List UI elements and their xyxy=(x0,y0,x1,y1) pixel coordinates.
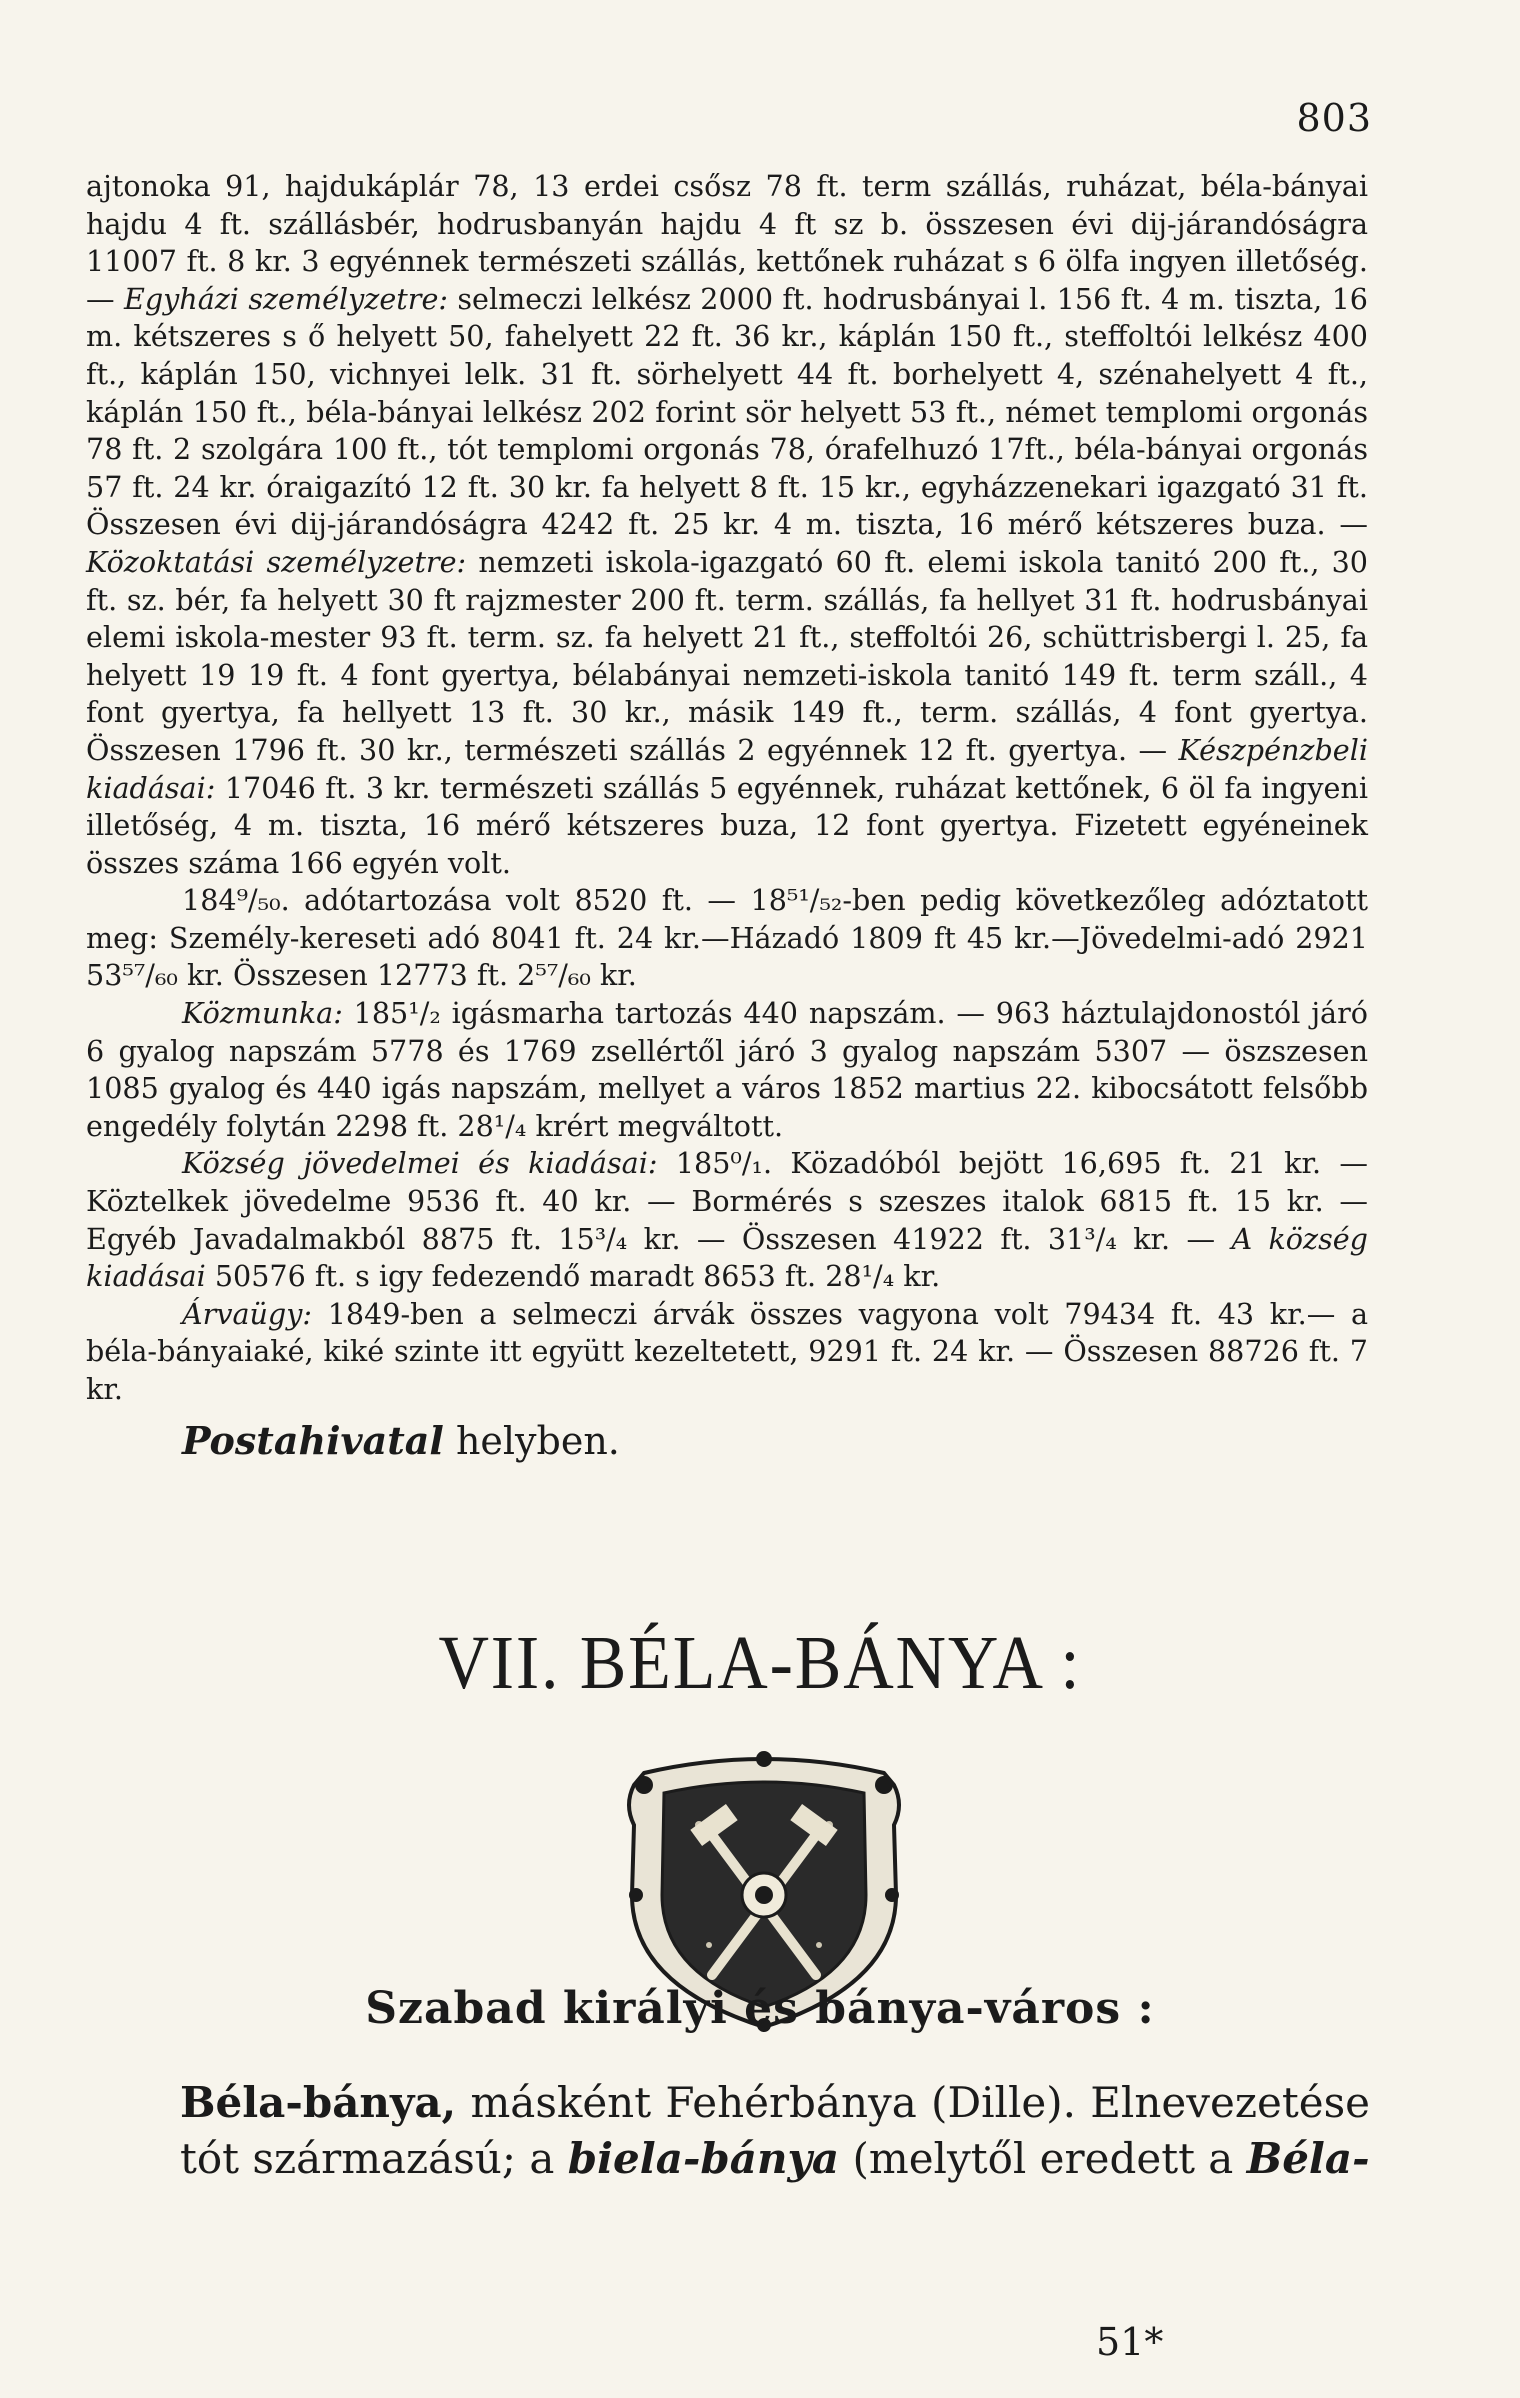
municipal-expenses-label: A község kiadásai xyxy=(86,1221,1368,1294)
subtitle: Szabad királyi és bánya-város : xyxy=(365,1983,1155,2034)
intro-paragraph xyxy=(180,2075,1370,2187)
cash-expenses-label: Készpénzbeli kiadásai: xyxy=(86,732,1368,805)
education-label: Közoktatási személyzetre: xyxy=(86,544,467,579)
post-office-label: Postahivatal xyxy=(182,1418,444,1463)
clergy-label: Egyházi személyzetre: xyxy=(123,281,449,316)
paragraph-4b-text: 50576 ft. s igy fedezendő maradt 8653 ft. 28¹/₄ kr. xyxy=(214,1259,941,1294)
intro-text-1: másként Fehérbánya (Dille). Elnevezetése tót származású; a xyxy=(180,2078,1370,2183)
public-works-label: Közmunka: xyxy=(182,996,343,1031)
paragraph-1c-text: nemzeti iskola-igazgató 60 ft. elemi iskola tanitó 200 ft., 30 ft. sz. bér, fa helyett 30 ft rajzmester 200 ft. term. szállás, fa hellyet 31 ft. hodrusbányai elemi iskola-mester 93 ft. term. sz. fa helyett 21 ft., steffoltói 26, schüttrisbergi l. 25, fa helyett 19 19 ft. 4 font gyertya, bélabányai nemzeti-iskola tanitó 149 ft. term száll., 4 font gyertya, fa hellyett 13 ft. 30 kr., másik 149 ft., term. szállás, 4 font gyertya. Összesen 1796 ft. 30 kr., természeti szállás 2 egyénnek 12 ft. gyertya. — xyxy=(86,544,1368,767)
chapter-title: VII. BÉLA-BÁNYA : xyxy=(438,1621,1082,1705)
paragraph-4a-text: 185⁰/₁. Közadóból bejött 16,695 ft. 21 kr. — Köztelkek jövedelme 9536 ft. 40 kr. — Bormérés s szeszes italok 6815 ft. 15 kr. — Egyéb Javadalmakból 8875 ft. 15³/₄ kr. — Összesen 41922 ft. 31³/₄ kr. — xyxy=(86,1146,1369,1256)
orphans-label: Árvaügy: xyxy=(182,1296,313,1331)
paragraph-1d-text: 17046 ft. 3 kr. természeti szállás 5 egyénnek, ruházat kettőnek, 6 öl fa ingyeni illetőség, 4 m. tiszta, 16 mérő kétszeres buza, 12 font gyertya. Fizetett egyéneinek összes száma 166 egyén volt. xyxy=(86,770,1368,880)
paragraph-municipal-finances xyxy=(86,1145,1368,1295)
post-office-location: helyben. xyxy=(455,1419,620,1463)
intro-text-2: (melytől eredett a xyxy=(852,2134,1234,2183)
paragraph-public-works xyxy=(86,995,1368,1145)
main-text xyxy=(86,168,1368,1409)
intro-tail: Béla- xyxy=(1246,2134,1370,2183)
municipal-label: Község jövedelmei és kiadásai: xyxy=(182,1146,658,1181)
paragraph-1b-text: selmeczi lelkész 2000 ft. hodrusbányai l. 156 ft. 4 m. tiszta, 16 m. kétszeres s ő helyett 50, fahelyett 22 ft. 36 kr., káplán 150 ft., steffoltói lelkész 400 ft., káplán 150, vichnyei lelk. 31 ft. sörhelyett 44 ft. borhelyett 4, szénahelyett 4 ft., káplán 150 ft., béla-bányai lelkész 202 forint sör helyett 53 ft., német templomi orgonás 78 ft. 2 szolgára 100 ft., tót templomi orgonás 78, órafelhuzó 17ft., béla-bányai orgonás 57 ft. 24 kr. óraigazító 12 ft. 30 kr. fa helyett 8 ft. 15 kr., egyházzenekari igazgató 31 ft. Összesen évi dij-járandóságra 4242 ft. 25 kr. 4 m. tiszta, 16 mérő kétszeres buza. — xyxy=(86,281,1368,542)
page-number: 803 xyxy=(1296,96,1372,140)
paragraph-3-text: 185¹/₂ igásmarha tartozás 440 napszám. — 963 háztulajdonostól járó 6 gyalog napszám 5778 és 1769 zsellértől járó 3 gyalog napszám 5307 — öszszesen 1085 gyalog és 440 igás napszám, mellyet a város 1852 martius 22. kibocsátott felsőbb engedély folytán 2298 ft. 28¹/₄ krért megváltott. xyxy=(86,996,1368,1143)
town-name: Béla-bánya, xyxy=(180,2078,457,2127)
etymology-term: biela-bánya xyxy=(567,2134,840,2183)
signature-mark: 51* xyxy=(1096,2320,1164,2364)
paragraph-orphans xyxy=(86,1296,1368,1409)
paragraph-5-text: 1849-ben a selmeczi árvák összes vagyona volt 79434 ft. 43 kr.— a béla-bányaiaké, kiké szinte itt együtt kezeltetett, 9291 ft. 24 kr. — Összesen 88726 ft. 7 kr. xyxy=(86,1296,1369,1406)
paragraph-salaries xyxy=(86,168,1368,882)
paragraph-1-text: ajtonoka 91, hajdukáplár 78, 13 erdei csősz 78 ft. term szállás, ruházat, béla-bányai hajdu 4 ft. szállásbér, hodrusbanyán hajdu 4 ft sz b. összesen évi dij-járandóságra 11007 ft. 8 kr. 3 egyénnek természeti szállás, kettőnek ruházat s 6 ölfa ingyen illetőség. — xyxy=(86,169,1368,316)
post-office-line xyxy=(182,1418,620,1463)
paragraph-taxes: 184⁹/₅₀. adótartozása volt 8520 ft. — 18⁵¹/₅₂-ben pedig következőleg adóztatott meg: Személy-kereseti adó 8041 ft. 24 kr.—Házadó 1809 ft 45 kr.—Jövedelmi-adó 2921 53⁵⁷/₆₀ kr. Összesen 12773 ft. 2⁵⁷/₆₀ kr. xyxy=(86,883,1368,993)
